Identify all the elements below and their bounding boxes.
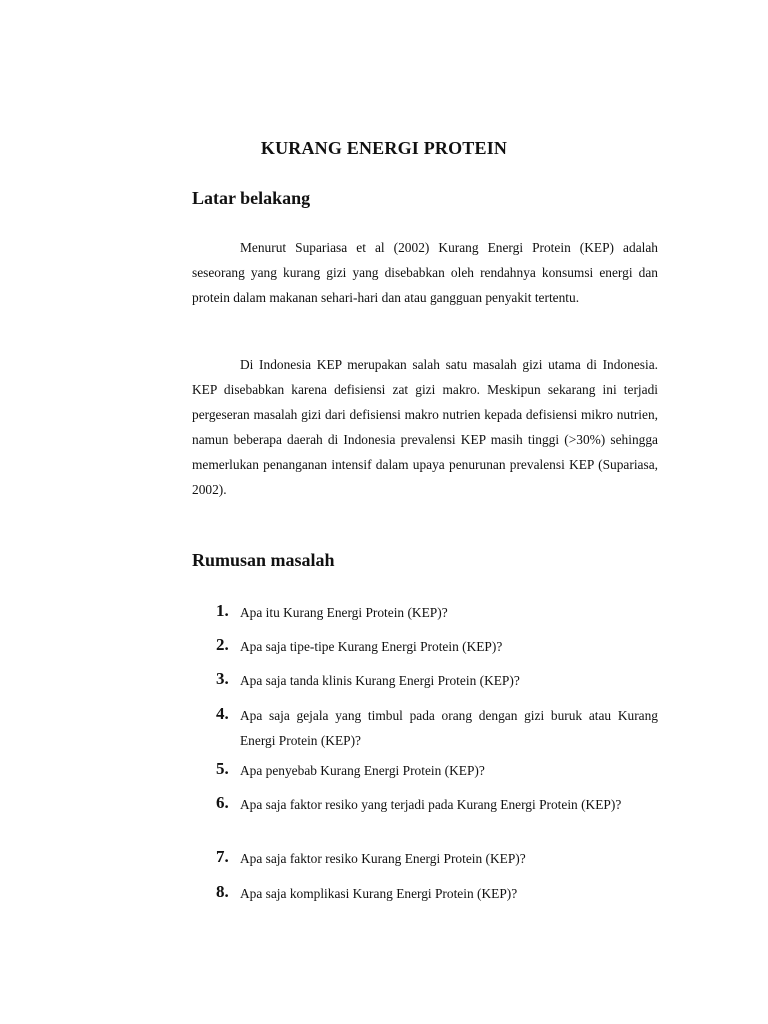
list-item-text: Apa saja faktor resiko Kurang Energi Protein (KEP)?: [240, 851, 526, 866]
list-item-text: Apa saja gejala yang timbul pada orang dengan gizi buruk atau Kurang Energi Protein (KEP)?: [240, 708, 658, 748]
list-item-text: Apa itu Kurang Energi Protein (KEP)?: [240, 605, 448, 620]
list-item-text: Apa saja tanda klinis Kurang Energi Protein (KEP)?: [240, 673, 520, 688]
document-title: KURANG ENERGI PROTEIN: [260, 138, 508, 158]
list-item-text: Apa saja faktor resiko yang terjadi pada Kurang Energi Protein (KEP)?: [240, 797, 622, 812]
section-heading-problems: Rumusan masalah: [192, 550, 335, 570]
list-item-text: Apa penyebab Kurang Energi Protein (KEP)?: [240, 763, 485, 778]
list-item-text: Apa saja komplikasi Kurang Energi Protein (KEP)?: [240, 886, 518, 901]
list-item-text: Apa saja tipe-tipe Kurang Energi Protein (KEP)?: [240, 639, 503, 654]
paragraph: Di Indonesia KEP merupakan salah satu masalah gizi utama di Indonesia. KEP disebabkan karena defisiensi zat gizi makro. Meskipun sekarang ini terjadi pergeseran masalah gizi dari defisiensi makro nutrien kepada defisiensi mikro nutrien, namun beberapa daerah di Indonesia prevalensi KEP masih tinggi (>30%) sehingga memerlukan penanganan intensif dalam upaya penurunan prevalensi KEP (Supariasa, 2002).: [192, 357, 658, 497]
list-item-number: 8.: [216, 882, 229, 901]
list-item-number: 7.: [216, 847, 229, 866]
paragraph: Menurut Supariasa et al (2002) Kurang Energi Protein (KEP) adalah seseorang yang kurang gizi yang disebabkan oleh rendahnya konsumsi energi dan protein dalam makanan sehari-hari dan atau gangguan penyakit tertentu.: [192, 240, 658, 305]
list-item-number: 2.: [216, 635, 229, 654]
list-item-number: 6.: [216, 793, 229, 812]
list-item-number: 3.: [216, 669, 229, 688]
list-item-number: 4.: [216, 704, 229, 723]
section-heading-background: Latar belakang: [192, 188, 311, 208]
list-item-number: 1.: [216, 601, 229, 620]
list-item-number: 5.: [216, 759, 229, 778]
